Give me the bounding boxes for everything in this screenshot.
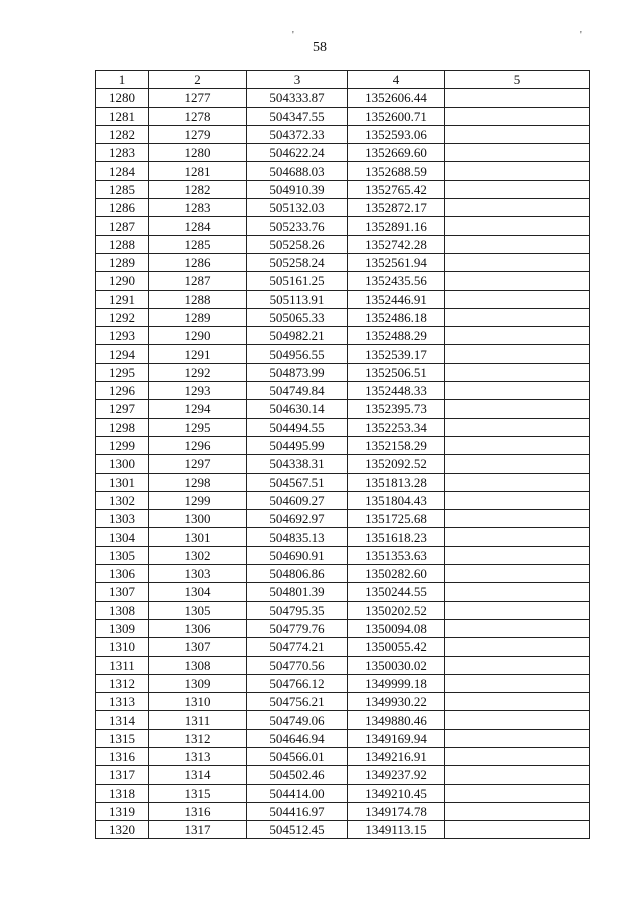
table-cell: 1305: [96, 546, 149, 564]
table-cell: 1279: [149, 125, 247, 143]
table-cell: [445, 144, 590, 162]
table-row: [96, 162, 590, 180]
table-cell: 1278: [149, 107, 247, 125]
table-row: [96, 583, 590, 601]
table-cell: 1316: [96, 747, 149, 765]
table-cell: 1349880.46: [348, 711, 445, 729]
table-cell: 504766.12: [247, 674, 348, 692]
table-cell: 504873.99: [247, 363, 348, 381]
table-cell: 1295: [96, 363, 149, 381]
table-cell: 1350282.60: [348, 565, 445, 583]
table-cell: 1351353.63: [348, 546, 445, 564]
table-cell: 1294: [149, 400, 247, 418]
table-cell: 504770.56: [247, 656, 348, 674]
table-cell: 1283: [149, 199, 247, 217]
table-cell: 1306: [96, 565, 149, 583]
table-cell: [445, 711, 590, 729]
table-cell: 1349169.94: [348, 729, 445, 747]
table-cell: 504502.46: [247, 766, 348, 784]
table-cell: 1315: [149, 784, 247, 802]
table-cell: 1352435.56: [348, 272, 445, 290]
table-cell: [445, 253, 590, 271]
table-cell: 1303: [96, 510, 149, 528]
table-row: [96, 327, 590, 345]
table-cell: 1285: [149, 235, 247, 253]
table-cell: [445, 747, 590, 765]
table-cell: 504646.94: [247, 729, 348, 747]
table-cell: 1292: [149, 363, 247, 381]
table-cell: 1349999.18: [348, 674, 445, 692]
table-cell: [445, 821, 590, 839]
table-cell: 1288: [96, 235, 149, 253]
table-cell: 1352765.42: [348, 180, 445, 198]
table-cell: [445, 107, 590, 125]
table-row: [96, 272, 590, 290]
table-cell: [445, 619, 590, 637]
table-row: [96, 382, 590, 400]
table-cell: 1349237.92: [348, 766, 445, 784]
table-row: [96, 491, 590, 509]
table-cell: 1351725.68: [348, 510, 445, 528]
table-cell: 505161.25: [247, 272, 348, 290]
table-cell: 1284: [96, 162, 149, 180]
table-cell: 504495.99: [247, 436, 348, 454]
table-cell: 504749.06: [247, 711, 348, 729]
table-cell: 1352506.51: [348, 363, 445, 381]
table-cell: 504372.33: [247, 125, 348, 143]
table-cell: 1352600.71: [348, 107, 445, 125]
column-header: 1: [96, 71, 149, 89]
table-cell: 1349216.91: [348, 747, 445, 765]
table-cell: 504609.27: [247, 491, 348, 509]
table-cell: [445, 601, 590, 619]
table-row: [96, 656, 590, 674]
table-cell: [445, 382, 590, 400]
page-number: 58: [313, 40, 327, 55]
table-cell: [445, 290, 590, 308]
table-row: [96, 473, 590, 491]
table-cell: 1313: [96, 693, 149, 711]
table-cell: 1302: [149, 546, 247, 564]
table-cell: 1352395.73: [348, 400, 445, 418]
table-cell: [445, 510, 590, 528]
table-cell: 1297: [96, 400, 149, 418]
table-cell: 1300: [149, 510, 247, 528]
table-row: [96, 308, 590, 326]
table-cell: 504795.35: [247, 601, 348, 619]
table-cell: 1301: [149, 528, 247, 546]
table-cell: 504688.03: [247, 162, 348, 180]
table-cell: 1280: [96, 89, 149, 107]
table-cell: 1283: [96, 144, 149, 162]
table-cell: 1309: [149, 674, 247, 692]
table-cell: 1298: [149, 473, 247, 491]
table-cell: [445, 546, 590, 564]
table-cell: 504692.97: [247, 510, 348, 528]
table-cell: 504622.24: [247, 144, 348, 162]
table-cell: [445, 345, 590, 363]
table-cell: 1306: [149, 619, 247, 637]
table-cell: [445, 89, 590, 107]
table-cell: 1352448.33: [348, 382, 445, 400]
table-row: [96, 674, 590, 692]
table-cell: [445, 638, 590, 656]
table-row: [96, 89, 590, 107]
table-cell: 1311: [149, 711, 247, 729]
table-cell: 1349174.78: [348, 802, 445, 820]
table-cell: 504414.00: [247, 784, 348, 802]
table-cell: 1301: [96, 473, 149, 491]
table-row: [96, 601, 590, 619]
table-cell: [445, 363, 590, 381]
table-cell: 1352446.91: [348, 290, 445, 308]
table-row: [96, 400, 590, 418]
table-row: [96, 345, 590, 363]
table-row: [96, 125, 590, 143]
table-cell: 504801.39: [247, 583, 348, 601]
table-cell: 1287: [96, 217, 149, 235]
table-cell: [445, 784, 590, 802]
table-cell: 1351618.23: [348, 528, 445, 546]
table-cell: 1284: [149, 217, 247, 235]
table-cell: 1282: [149, 180, 247, 198]
table-cell: 504806.86: [247, 565, 348, 583]
table-cell: 1304: [96, 528, 149, 546]
table-cell: 1282: [96, 125, 149, 143]
table-cell: [445, 217, 590, 235]
table-cell: 504338.31: [247, 455, 348, 473]
table-cell: 1309: [96, 619, 149, 637]
table-cell: 1352561.94: [348, 253, 445, 271]
table-cell: [445, 235, 590, 253]
table-header-row: [96, 71, 590, 89]
table-cell: 1312: [149, 729, 247, 747]
table-cell: 505233.76: [247, 217, 348, 235]
table-cell: 1312: [96, 674, 149, 692]
table-cell: 1304: [149, 583, 247, 601]
table-cell: 505258.24: [247, 253, 348, 271]
table-cell: [445, 400, 590, 418]
column-header: 5: [445, 71, 590, 89]
table-cell: 505258.26: [247, 235, 348, 253]
table-cell: 1319: [96, 802, 149, 820]
table-row: [96, 619, 590, 637]
table-cell: 1280: [149, 144, 247, 162]
table-cell: 1350094.08: [348, 619, 445, 637]
table-cell: 1349113.15: [348, 821, 445, 839]
table-cell: 1351804.43: [348, 491, 445, 509]
table-cell: 1351813.28: [348, 473, 445, 491]
table-row: [96, 455, 590, 473]
table-cell: 1308: [149, 656, 247, 674]
table-cell: [445, 491, 590, 509]
table-cell: 504347.55: [247, 107, 348, 125]
table-cell: 1308: [96, 601, 149, 619]
table-cell: 1310: [149, 693, 247, 711]
coordinates-table: [95, 70, 590, 839]
table-row: [96, 784, 590, 802]
table-body: [96, 89, 590, 839]
table-cell: 1293: [149, 382, 247, 400]
table-cell: [445, 583, 590, 601]
table-cell: 504690.91: [247, 546, 348, 564]
table-cell: [445, 125, 590, 143]
table-cell: 1300: [96, 455, 149, 473]
table-cell: 504956.55: [247, 345, 348, 363]
table-cell: [445, 436, 590, 454]
table-cell: [445, 729, 590, 747]
table-cell: [445, 162, 590, 180]
table-cell: 1313: [149, 747, 247, 765]
table-cell: 504567.51: [247, 473, 348, 491]
table-cell: 1318: [96, 784, 149, 802]
table-cell: 1352253.34: [348, 418, 445, 436]
table-cell: 1307: [149, 638, 247, 656]
table-row: [96, 510, 590, 528]
table-cell: 1349210.45: [348, 784, 445, 802]
table-row: [96, 638, 590, 656]
table-row: [96, 107, 590, 125]
scan-mark: ': [292, 30, 294, 41]
table-cell: 504749.84: [247, 382, 348, 400]
table-row: [96, 766, 590, 784]
table-row: [96, 253, 590, 271]
table-cell: 1296: [149, 436, 247, 454]
table-row: [96, 821, 590, 839]
table-cell: 1292: [96, 308, 149, 326]
table-cell: 1352606.44: [348, 89, 445, 107]
table-cell: 1297: [149, 455, 247, 473]
table-cell: 1320: [96, 821, 149, 839]
table-cell: 505132.03: [247, 199, 348, 217]
table-cell: 1298: [96, 418, 149, 436]
table-cell: 1286: [149, 253, 247, 271]
table-cell: 1303: [149, 565, 247, 583]
table-cell: 1281: [96, 107, 149, 125]
table-row: [96, 436, 590, 454]
table-cell: 1289: [149, 308, 247, 326]
table-cell: 1352488.29: [348, 327, 445, 345]
table-cell: 1349930.22: [348, 693, 445, 711]
table-cell: 1350055.42: [348, 638, 445, 656]
table-row: [96, 235, 590, 253]
table-cell: 1290: [149, 327, 247, 345]
table-cell: 1352891.16: [348, 217, 445, 235]
table-row: [96, 711, 590, 729]
table-cell: 504494.55: [247, 418, 348, 436]
column-header: 3: [247, 71, 348, 89]
table-row: [96, 565, 590, 583]
table-cell: 1285: [96, 180, 149, 198]
table-cell: 1305: [149, 601, 247, 619]
table-cell: 1286: [96, 199, 149, 217]
table-cell: 1307: [96, 583, 149, 601]
table-row: [96, 144, 590, 162]
table-cell: [445, 308, 590, 326]
table-cell: [445, 528, 590, 546]
table-row: [96, 693, 590, 711]
table-cell: 504982.21: [247, 327, 348, 345]
table-cell: 1293: [96, 327, 149, 345]
table-cell: 1316: [149, 802, 247, 820]
table-cell: 1290: [96, 272, 149, 290]
table-cell: 1302: [96, 491, 149, 509]
table-cell: 1277: [149, 89, 247, 107]
table-cell: 1352486.18: [348, 308, 445, 326]
table-row: [96, 290, 590, 308]
table-cell: [445, 565, 590, 583]
table-cell: 1288: [149, 290, 247, 308]
table-cell: 1352092.52: [348, 455, 445, 473]
table-cell: 1314: [149, 766, 247, 784]
table-cell: 504779.76: [247, 619, 348, 637]
table-cell: 1350202.52: [348, 601, 445, 619]
table-cell: 1352158.29: [348, 436, 445, 454]
table-cell: 1289: [96, 253, 149, 271]
table-cell: 1352742.28: [348, 235, 445, 253]
table-cell: [445, 327, 590, 345]
table-cell: 504416.97: [247, 802, 348, 820]
table-cell: 1299: [149, 491, 247, 509]
table-row: [96, 528, 590, 546]
table-row: [96, 802, 590, 820]
table-cell: 1314: [96, 711, 149, 729]
table-cell: 1352872.17: [348, 199, 445, 217]
table-cell: 504835.13: [247, 528, 348, 546]
table-cell: [445, 674, 590, 692]
column-header: 2: [149, 71, 247, 89]
table-row: [96, 199, 590, 217]
table-cell: [445, 473, 590, 491]
table-row: [96, 180, 590, 198]
table-row: [96, 747, 590, 765]
table-cell: 1352688.59: [348, 162, 445, 180]
table-cell: 1352539.17: [348, 345, 445, 363]
table-row: [96, 729, 590, 747]
table-cell: 1350030.02: [348, 656, 445, 674]
table-cell: [445, 199, 590, 217]
table-cell: 1315: [96, 729, 149, 747]
table-cell: 1310: [96, 638, 149, 656]
table-cell: 1281: [149, 162, 247, 180]
table-cell: 1291: [149, 345, 247, 363]
table-row: [96, 418, 590, 436]
scan-mark: ': [580, 30, 582, 41]
table-cell: 1311: [96, 656, 149, 674]
table-cell: 504630.14: [247, 400, 348, 418]
table-cell: 504566.01: [247, 747, 348, 765]
table-cell: 504756.21: [247, 693, 348, 711]
table-cell: [445, 180, 590, 198]
table-cell: 504333.87: [247, 89, 348, 107]
table-cell: [445, 455, 590, 473]
table-cell: 504910.39: [247, 180, 348, 198]
table-cell: 1296: [96, 382, 149, 400]
table-cell: 1295: [149, 418, 247, 436]
table-cell: 1287: [149, 272, 247, 290]
table-row: [96, 363, 590, 381]
table-cell: 1317: [149, 821, 247, 839]
table-cell: 505065.33: [247, 308, 348, 326]
table-cell: 505113.91: [247, 290, 348, 308]
table-cell: 504774.21: [247, 638, 348, 656]
table-row: [96, 217, 590, 235]
table-cell: [445, 802, 590, 820]
table-cell: [445, 418, 590, 436]
table-cell: [445, 693, 590, 711]
table-cell: 1291: [96, 290, 149, 308]
table-cell: 1299: [96, 436, 149, 454]
table-cell: 1352669.60: [348, 144, 445, 162]
table-row: [96, 546, 590, 564]
table-cell: 1350244.55: [348, 583, 445, 601]
table-cell: 504512.45: [247, 821, 348, 839]
table-cell: 1317: [96, 766, 149, 784]
table-cell: 1352593.06: [348, 125, 445, 143]
table-cell: [445, 656, 590, 674]
table-cell: 1294: [96, 345, 149, 363]
column-header: 4: [348, 71, 445, 89]
table-cell: [445, 272, 590, 290]
table-cell: [445, 766, 590, 784]
